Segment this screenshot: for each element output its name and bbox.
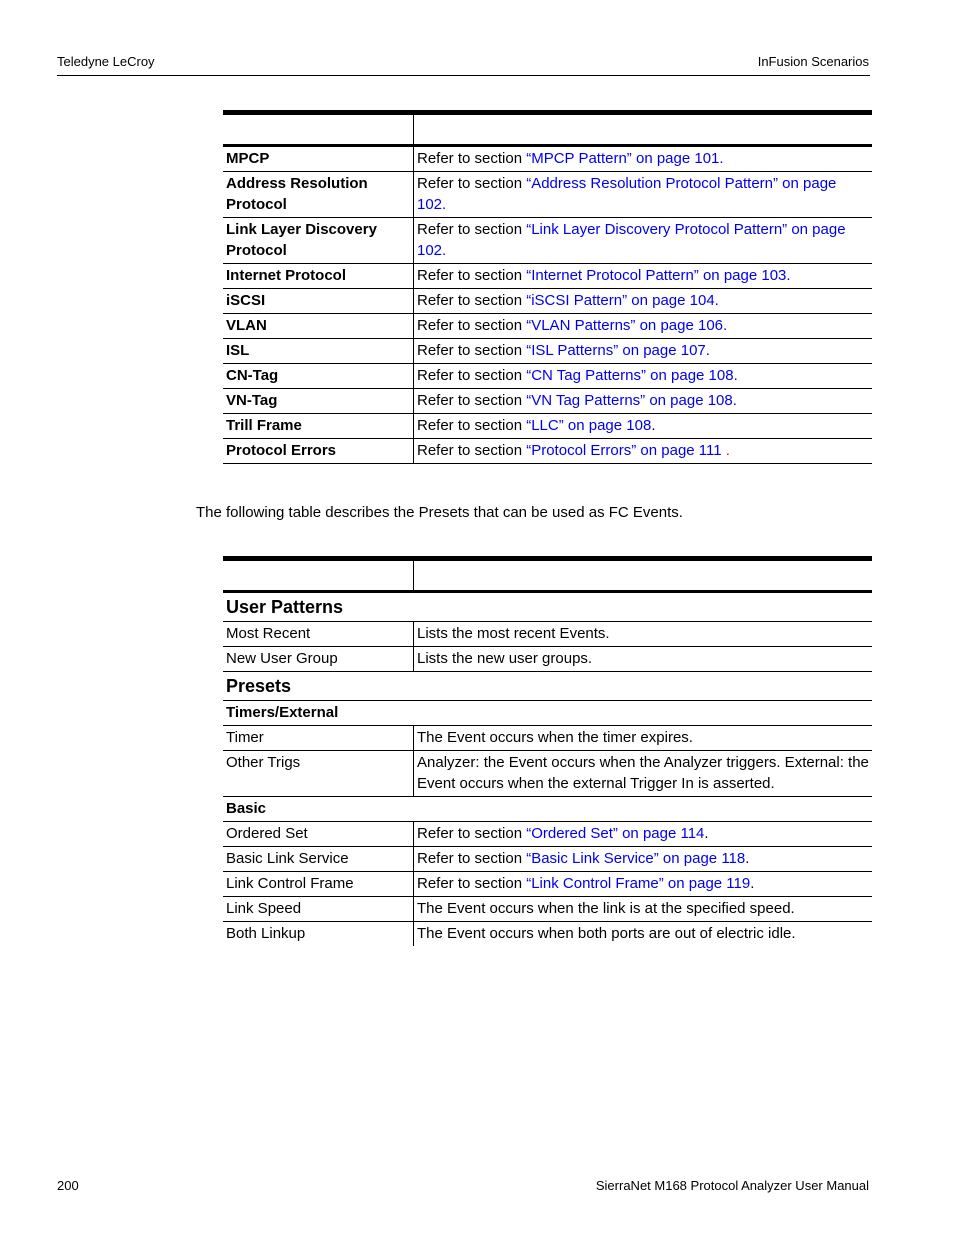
ref-prefix: Refer to section <box>417 342 527 359</box>
row-name: Both Linkup <box>226 925 306 942</box>
table-row <box>223 364 872 389</box>
row-desc <box>414 414 873 439</box>
table-row <box>223 439 872 464</box>
row-name: New User Group <box>223 647 414 672</box>
cross-ref-link[interactable]: “VN Tag Patterns” on page 108. <box>526 392 737 409</box>
ref-suffix: . <box>745 850 750 867</box>
row-desc <box>414 822 873 847</box>
ref-prefix: Refer to section <box>417 221 527 238</box>
cross-ref-link[interactable]: “Protocol Errors” on page 111 <box>526 442 722 459</box>
table-row <box>223 726 872 751</box>
row-desc <box>414 218 873 264</box>
row-desc <box>414 389 873 414</box>
row-name: Address Resolution Protocol <box>223 172 414 218</box>
table-row <box>223 314 872 339</box>
ref-prefix: Refer to section <box>417 825 527 842</box>
cross-ref-link[interactable]: “Ordered Set” on page 114 <box>526 825 705 842</box>
row-desc <box>414 339 873 364</box>
ref-prefix: Refer to section <box>417 417 527 434</box>
row-desc <box>414 146 873 172</box>
cross-ref-link[interactable]: “Basic Link Service” on page 118 <box>526 850 746 867</box>
table-row <box>223 218 872 264</box>
table-row <box>223 822 872 847</box>
ref-prefix: Refer to section <box>417 175 527 192</box>
table-row <box>223 289 872 314</box>
subsection-header-row <box>223 797 872 822</box>
ref-prefix: Refer to section <box>417 267 527 284</box>
row-name: MPCP <box>223 146 414 172</box>
ref-prefix: Refer to section <box>417 850 527 867</box>
header-company: Teledyne LeCroy <box>57 54 155 69</box>
row-desc: The Event occurs when the link is at the specified speed. <box>414 897 873 922</box>
row-name: Trill Frame <box>223 414 414 439</box>
table-row <box>223 922 872 947</box>
row-desc: The Event occurs when the timer expires. <box>414 726 873 751</box>
row-desc <box>414 364 873 389</box>
row-name: VN-Tag <box>223 389 414 414</box>
cross-ref-link[interactable]: “VLAN Patterns” on page 106. <box>526 317 728 334</box>
table-row <box>223 264 872 289</box>
table-header-row <box>223 559 872 592</box>
ref-suffix: . <box>704 825 709 842</box>
table-row <box>223 897 872 922</box>
row-name: Timer <box>223 726 414 751</box>
subsection-title-basic: Basic <box>223 797 872 822</box>
row-name: Other Trigs <box>223 751 414 797</box>
cross-ref-link[interactable]: “Link Layer Discovery Protocol Pattern” on page 102. <box>417 221 846 259</box>
ref-suffix: . <box>721 442 730 459</box>
table-row <box>223 622 872 647</box>
row-name: Protocol Errors <box>223 439 414 464</box>
table-row <box>223 172 872 218</box>
ref-prefix: Refer to section <box>417 317 527 334</box>
ref-prefix: Refer to section <box>417 875 527 892</box>
row-desc: Analyzer: the Event occurs when the Analyzer triggers. External: the Event occurs when the external Trigger In is asserted. <box>414 751 873 797</box>
row-name: iSCSI <box>223 289 414 314</box>
row-desc <box>414 264 873 289</box>
cross-ref-link[interactable]: “LLC” on page 108 <box>526 417 652 434</box>
table-row <box>223 647 872 672</box>
row-desc <box>414 847 873 872</box>
intro-paragraph: The following table describes the Presets that can be used as FC Events. <box>196 504 683 521</box>
fc-presets-table <box>223 556 872 946</box>
table-row <box>223 146 872 172</box>
table-header-row <box>223 113 872 146</box>
row-desc <box>414 439 873 464</box>
ref-prefix: Refer to section <box>417 367 527 384</box>
cross-ref-link[interactable]: “iSCSI Pattern” on page 104. <box>526 292 719 309</box>
protocol-patterns-table <box>223 110 872 464</box>
ref-suffix: . <box>750 875 755 892</box>
header-chapter: InFusion Scenarios <box>757 54 869 69</box>
cross-ref-link[interactable]: “ISL Patterns” on page 107. <box>526 342 710 359</box>
section-title-presets: Presets <box>223 672 872 701</box>
row-name: Link Layer Discovery Protocol <box>223 218 414 264</box>
row-desc: The Event occurs when both ports are out of electric idle. <box>414 922 873 947</box>
row-desc: Lists the most recent Events. <box>414 622 873 647</box>
cross-ref-link[interactable]: “Address Resolution Protocol Pattern” on page 102. <box>417 175 837 213</box>
table-row <box>223 847 872 872</box>
ref-prefix: Refer to section <box>417 392 527 409</box>
table-row <box>223 872 872 897</box>
row-name: ISL <box>223 339 414 364</box>
row-name: Link Speed <box>223 897 414 922</box>
ref-prefix: Refer to section <box>417 292 527 309</box>
row-name: Link Control Frame <box>223 872 414 897</box>
row-desc <box>414 872 873 897</box>
row-name: CN-Tag <box>223 364 414 389</box>
table-row <box>223 339 872 364</box>
section-header-row <box>223 592 872 622</box>
cross-ref-link[interactable]: “Link Control Frame” on page 119 <box>526 875 751 892</box>
ref-prefix: Refer to section <box>417 442 527 459</box>
footer-manual-title: SierraNet M168 Protocol Analyzer User Manual <box>595 1178 869 1193</box>
subsection-header-row <box>223 701 872 726</box>
section-title-user-patterns: User Patterns <box>223 592 872 622</box>
row-name: VLAN <box>223 314 414 339</box>
subsection-title-timers: Timers/External <box>223 701 872 726</box>
ref-suffix: . <box>651 417 656 434</box>
table-row <box>223 389 872 414</box>
row-name: Internet Protocol <box>223 264 414 289</box>
cross-ref-link[interactable]: “CN Tag Patterns” on page 108. <box>526 367 738 384</box>
cross-ref-link[interactable]: “Internet Protocol Pattern” on page 103. <box>526 267 791 284</box>
row-name: Most Recent <box>223 622 414 647</box>
footer-page-number: 200 <box>57 1178 79 1193</box>
row-name: Ordered Set <box>223 822 414 847</box>
section-header-row <box>223 672 872 701</box>
ref-prefix: Refer to section <box>417 150 527 167</box>
row-desc: Lists the new user groups. <box>414 647 873 672</box>
row-name: Basic Link Service <box>223 847 414 872</box>
row-desc <box>414 289 873 314</box>
table-row <box>223 751 872 797</box>
table-row <box>223 414 872 439</box>
cross-ref-link[interactable]: “MPCP Pattern” on page 101. <box>526 150 724 167</box>
header-rule <box>57 75 870 76</box>
row-desc <box>414 314 873 339</box>
row-desc <box>414 172 873 218</box>
